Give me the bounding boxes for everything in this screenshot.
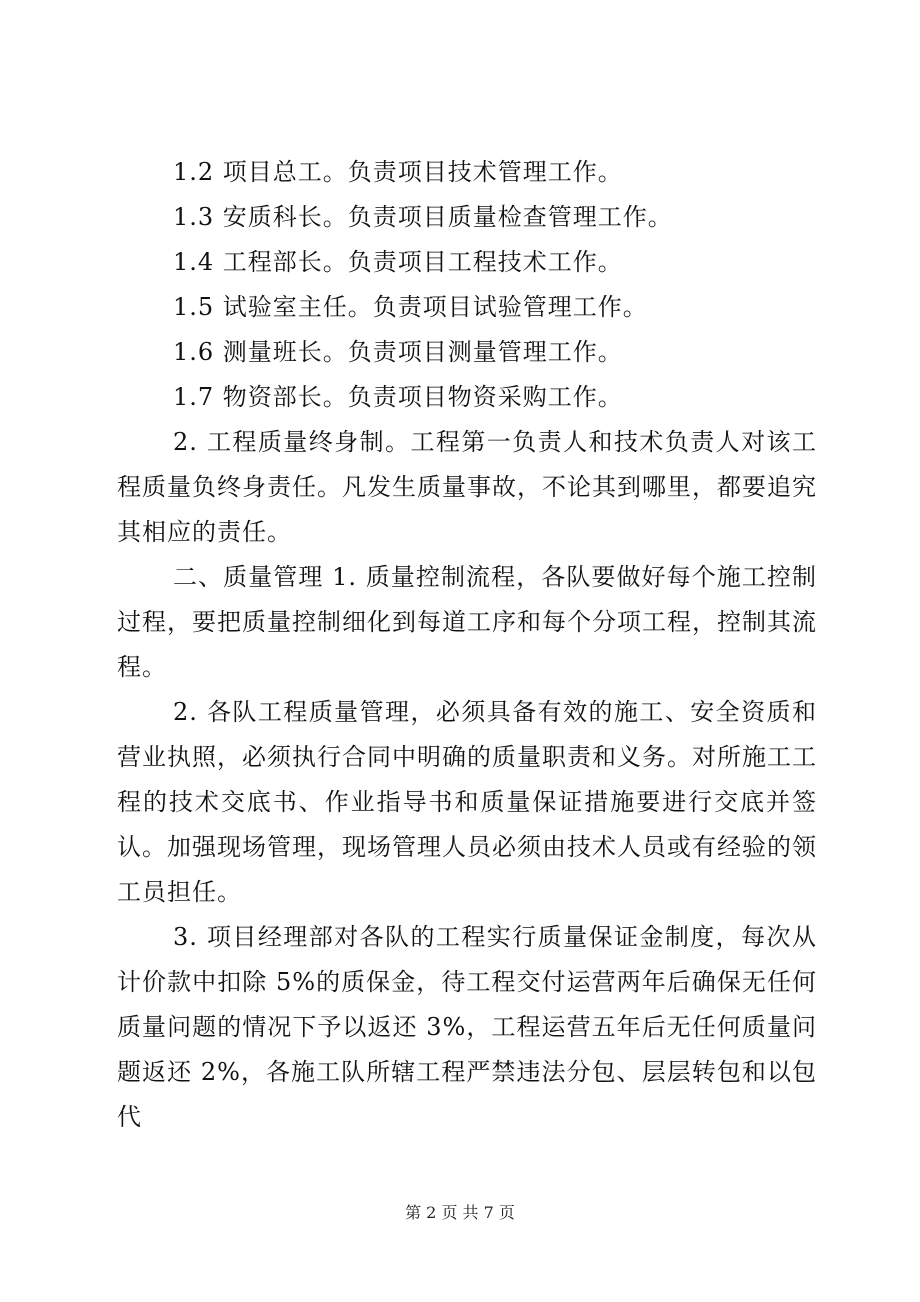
paragraph-1-7: 1.7 物资部长。负责项目物资采购工作。 [173,383,623,411]
paragraph-1-4: 1.4 工程部长。负责项目工程技术工作。 [173,248,623,276]
document-body [117,150,817,1140]
paragraph-quality-deposit: 3. 项目经理部对各队的工程实行质量保证金制度，每次从计价款中扣除 5%的质保金，待工程交付运营两年后确保无任何质量问题的情况下予以返还 3%，工程运营五年后无任何质量问题返还 2%，各施工队所辖工程严禁违法分包、层层转包和以包代 [117,923,817,1131]
paragraph-quality-management: 二、质量管理 1. 质量控制流程，各队要做好每个施工控制过程，要把质量控制细化到每道工序和每个分项工程，控制其流程。 [117,563,817,681]
paragraph-1-5: 1.5 试验室主任。负责项目试验管理工作。 [173,293,648,321]
paragraph-1-2: 1.2 项目总工。负责项目技术管理工作。 [173,158,623,186]
paragraph-lifetime-quality: 2. 工程质量终身制。工程第一负责人和技术负责人对该工程质量负终身责任。凡发生质量事故，不论其到哪里，都要追究其相应的责任。 [117,428,817,546]
paragraph-1-3: 1.3 安质科长。负责项目质量检查管理工作。 [173,203,673,231]
page-number-label: 第 2 页 共 7 页 [405,1203,515,1222]
paragraph-team-quality-management: 2. 各队工程质量管理，必须具备有效的施工、安全资质和营业执照，必须执行合同中明确的质量职责和义务。对所施工工程的技术交底书、作业指导书和质量保证措施要进行交底并签认。加强现场管理，现场管理人员必须由技术人员或有经验的领工员担任。 [117,698,817,906]
page-footer [0,1200,920,1223]
paragraph-1-6: 1.6 测量班长。负责项目测量管理工作。 [173,338,623,366]
